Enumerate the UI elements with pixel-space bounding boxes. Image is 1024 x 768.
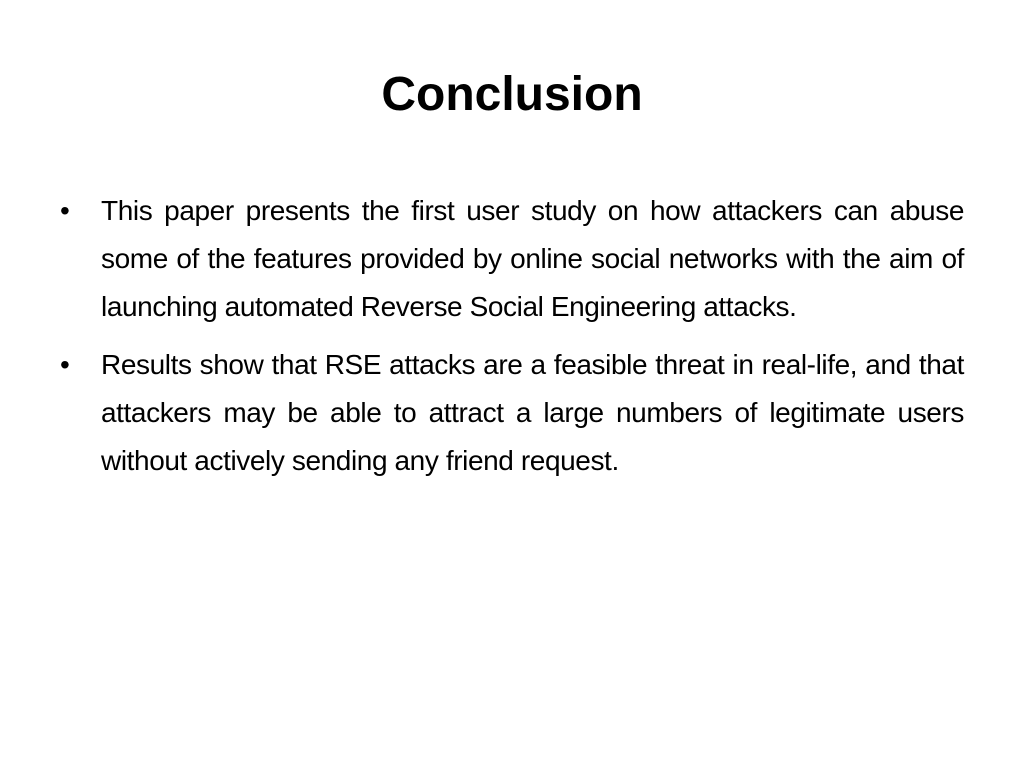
bullet-dot-icon: • — [60, 195, 70, 226]
bullet-item — [60, 341, 964, 485]
bullet-dot-icon: • — [60, 349, 70, 380]
bullet-text: This paper presents the first user study on how attackers can abuse some of the features provided by online social networks with the aim of launching automated Reverse Social Engineering attacks. — [101, 195, 964, 322]
bullet-list — [60, 187, 964, 495]
bullet-item — [60, 187, 964, 331]
slide-title: Conclusion — [381, 68, 643, 121]
bullet-text: Results show that RSE attacks are a feasible threat in real-life, and that attackers may be able to attract a large numbers of legitimate users without actively sending any friend request. — [101, 349, 964, 476]
